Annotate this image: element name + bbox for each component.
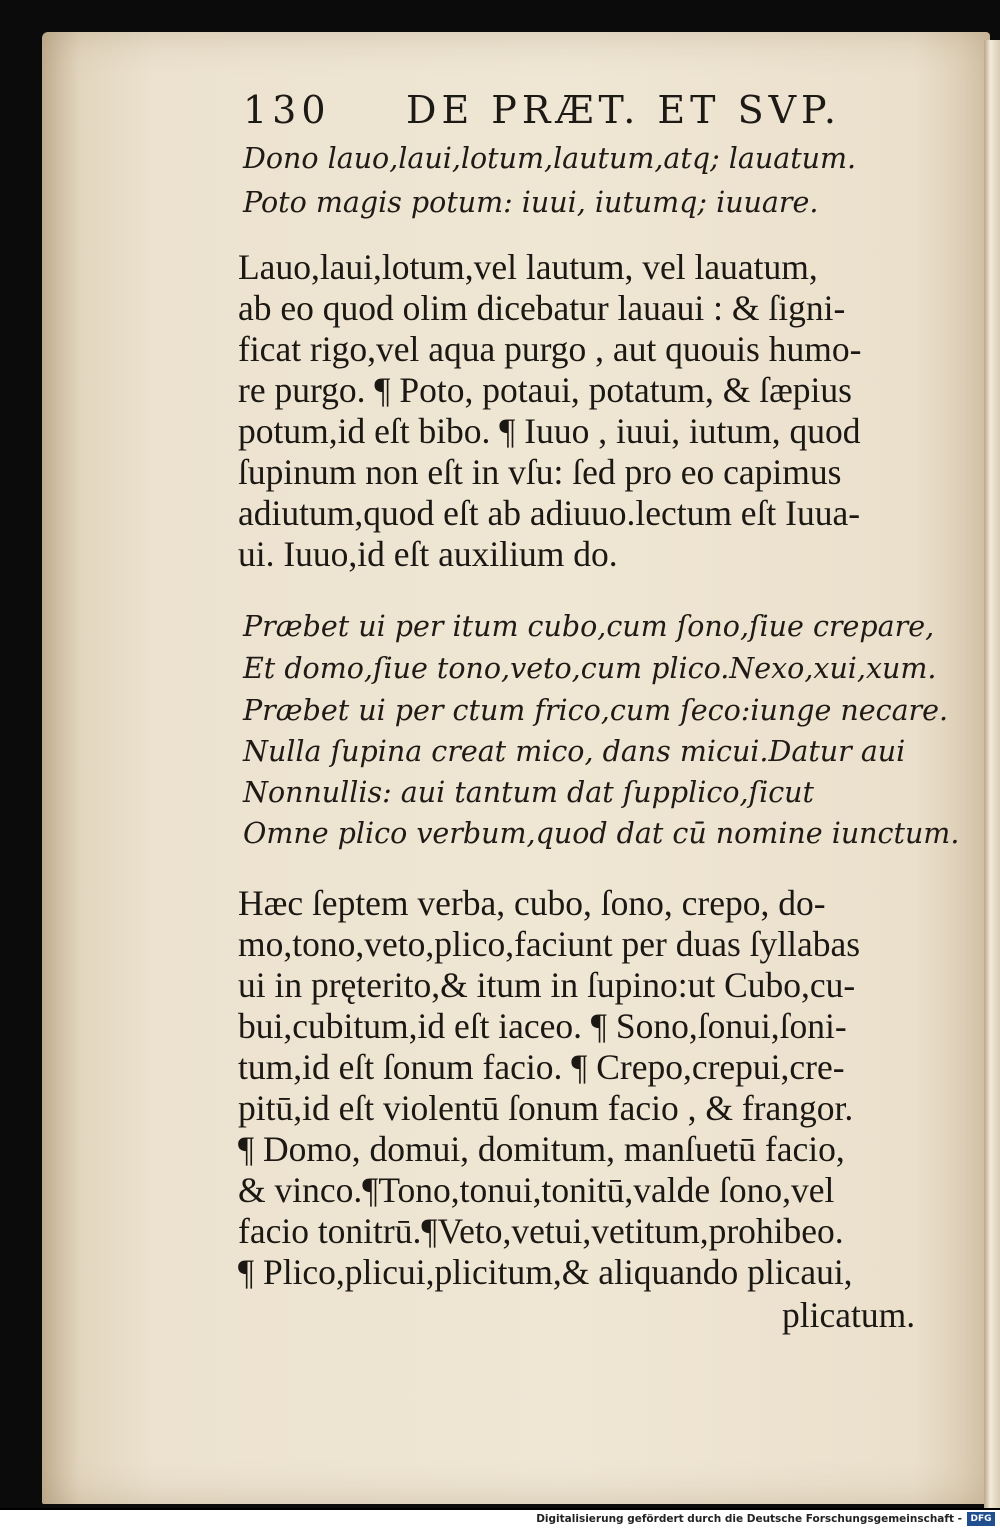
- prose-line: ficat rigo,vel aqua purgo , aut quouis humo-: [238, 329, 862, 369]
- prose-line: ui. Iuuo,id eſt auxilium do.: [238, 534, 618, 574]
- dfg-logo: DFG: [967, 1512, 995, 1526]
- prose-line: ¶ Plico,plicui,plicitum,& aliquando plicaui,: [238, 1252, 853, 1292]
- prose-line: Lauo,laui,lotum,vel lautum, vel lauatum,: [238, 247, 818, 287]
- verse-line: Nonnullis: aui tantum dat ſupplico,ſicut: [243, 776, 814, 809]
- prose-line: facio tonitrū.¶Veto,vetui,vetitum,prohibeo.: [238, 1211, 844, 1251]
- prose-line: ſupinum non eſt in vſu: ſed pro eo capimus: [238, 452, 842, 492]
- prose-line: bui,cubitum,id eſt iaceo. ¶ Sono,ſonui,ſoni-: [238, 1006, 847, 1046]
- prose-line: & vinco.¶Tono,tonui,tonitū,valde ſono,vel: [238, 1170, 835, 1210]
- prose-line: re purgo. ¶ Poto, potaui, potatum, & ſæpius: [238, 370, 852, 410]
- prose-line: potum,id eſt bibo. ¶ Iuuo , iuui, iutum, quod: [238, 411, 861, 451]
- verse-line: Dono lauo,laui,lotum,lautum,atq; lauatum.: [243, 142, 857, 175]
- verse-line: Poto magis potum: iuui, iutumq; iuuare.: [243, 186, 819, 219]
- prose-line: ab eo quod olim dicebatur lauaui : & ſigni-: [238, 288, 846, 328]
- verse-line: Præbet ui per ctum frico,cum ſeco:iunge necare.: [243, 694, 949, 727]
- verse-line: Omne plico verbum,quod dat cū nomine iunctum.: [243, 817, 960, 850]
- prose-line: ui in pręterito,& itum in ſupino:ut Cubo,cu-: [238, 965, 856, 1005]
- verse-line: Et domo,ſiue tono,veto,cum plico.Nexo,xui,xum.: [243, 652, 937, 685]
- footer-bar: [0, 1508, 1000, 1529]
- page-edge: [984, 40, 1000, 1508]
- verse-line: Præbet ui per itum cubo,cum ſono,ſiue crepare,: [243, 610, 935, 643]
- catchword: plicatum.: [782, 1295, 916, 1335]
- prose-line: tum,id eſt ſonum facio. ¶ Crepo,crepui,cre-: [238, 1047, 845, 1087]
- page-header: [243, 88, 853, 138]
- prose-line: ¶ Domo, domui, domitum, manſuetū facio,: [238, 1129, 845, 1169]
- funding-credit: Digitalisierung gefördert durch die Deutsche Forschungsgemeinschaft -: [536, 1513, 962, 1525]
- prose-line: Hæc ſeptem verba, cubo, ſono, crepo, do-: [238, 883, 826, 923]
- verse-line: Nulla ſupina creat mico, dans micui.Datur aui: [243, 735, 906, 768]
- page-number: 130: [243, 88, 331, 132]
- prose-line: mo,tono,veto,plico,faciunt per duas ſyllabas: [238, 924, 861, 964]
- running-head: DE PRÆT. ET SVP.: [406, 88, 842, 132]
- prose-line: pitū,id eſt violentū ſonum facio , & frangor.: [238, 1088, 854, 1128]
- prose-line: adiutum,quod eſt ab adiuuo.lectum eſt Iuua-: [238, 493, 861, 533]
